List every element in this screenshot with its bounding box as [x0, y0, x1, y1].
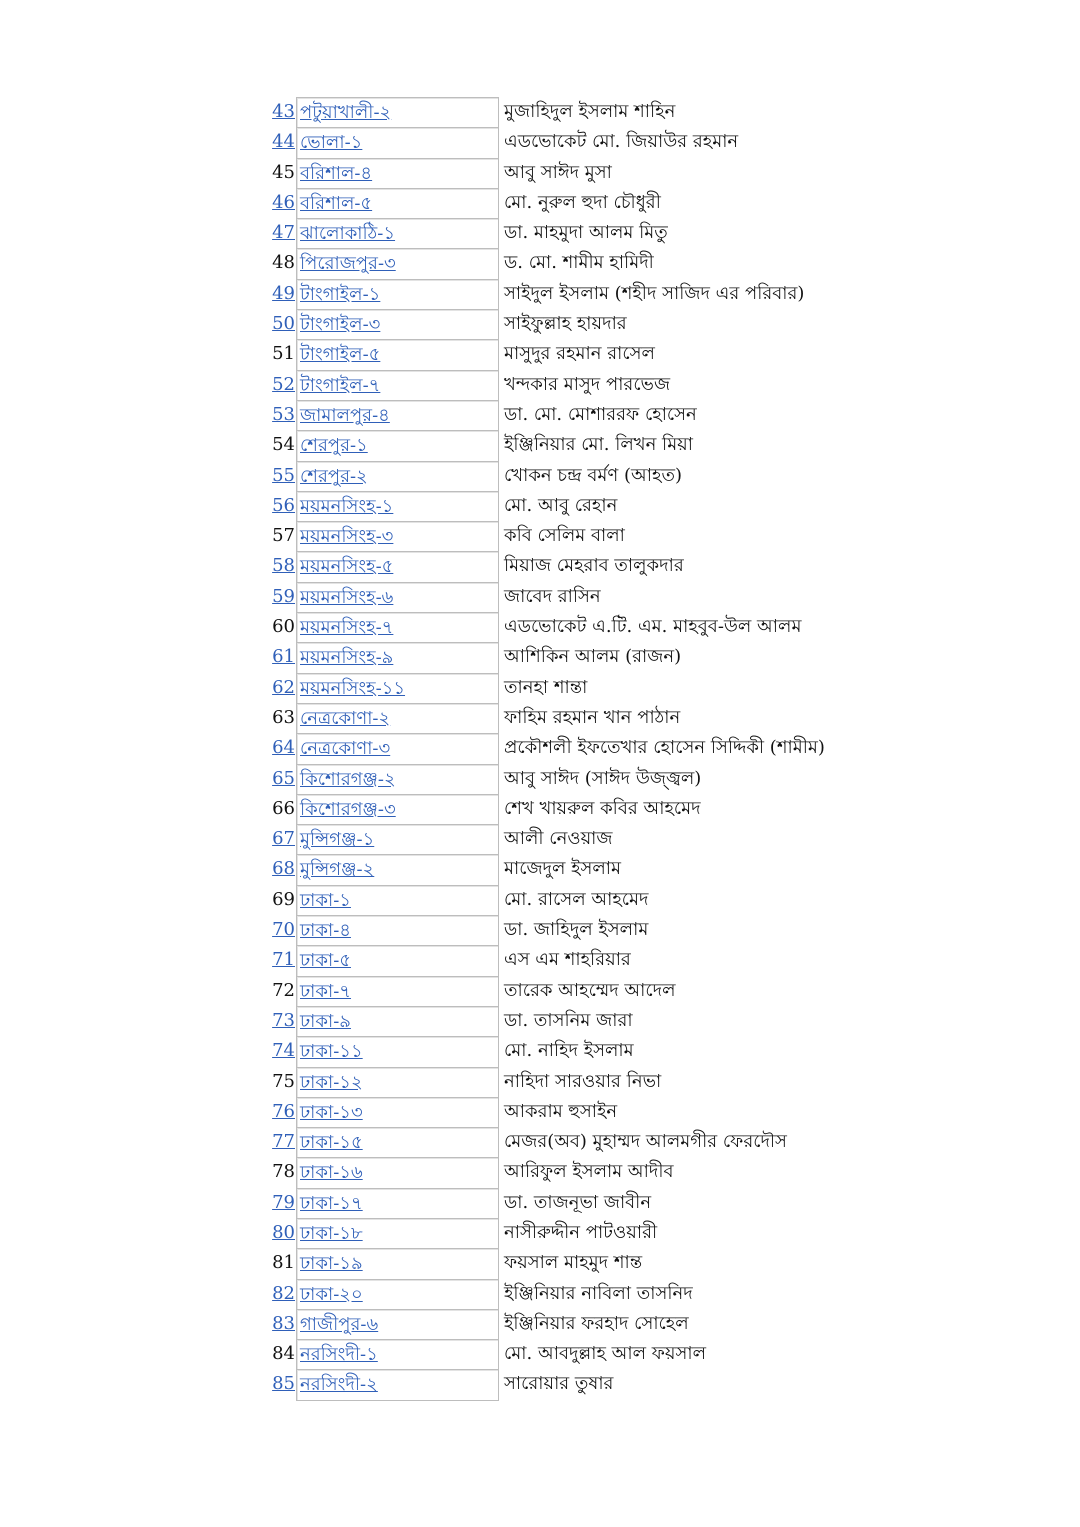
table-row: [262, 976, 962, 1006]
constituency-link[interactable]: ঢাকা-৯: [300, 1010, 351, 1032]
row-number: 81: [272, 1252, 295, 1274]
constituency-link[interactable]: ময়মনসিংহ-৭: [300, 617, 394, 639]
candidate-name: মো. আবদুল্লাহ আল ফয়সাল: [504, 1343, 707, 1365]
constituency-link[interactable]: ঝালোকাঠি-১: [300, 223, 396, 245]
table-row: [262, 582, 962, 612]
row-number-link[interactable]: 47: [272, 222, 295, 244]
candidate-name: সাইফুল্লাহ হায়দার: [504, 313, 627, 335]
row-number-link[interactable]: 62: [272, 676, 295, 698]
constituency-link[interactable]: ঢাকা-১: [300, 889, 351, 911]
constituency-link[interactable]: ঢাকা-১৮: [300, 1222, 363, 1244]
table-row: [262, 824, 962, 854]
candidate-name: মো. রাসেল আহমেদ: [504, 888, 649, 910]
row-number: 75: [272, 1070, 295, 1092]
candidate-name: তানহা শান্তা: [504, 676, 588, 698]
row-number-link[interactable]: 49: [272, 282, 295, 304]
constituency-cell: [296, 1309, 499, 1339]
table-row: [262, 279, 962, 309]
constituency-cell: [296, 673, 499, 703]
constituency-link[interactable]: নরসিংদী-১: [300, 1344, 378, 1366]
constituency-cell: [296, 582, 499, 612]
constituency-link[interactable]: গাজীপুর-৬: [300, 1313, 379, 1335]
constituency-link[interactable]: ঢাকা-৪: [300, 920, 351, 942]
table-row: [262, 1097, 962, 1127]
constituency-link[interactable]: জামালপুর-৪: [300, 404, 390, 426]
candidate-name: ইঞ্জিনিয়ার মো. লিখন মিয়া: [504, 434, 694, 456]
constituency-cell: [296, 915, 499, 945]
row-number-link[interactable]: 77: [272, 1131, 295, 1153]
constituency-cell: [296, 733, 499, 763]
candidate-name: এডভোকেট এ.টি. এম. মাহবুব-উল আলম: [504, 616, 802, 638]
row-number: 48: [272, 252, 295, 274]
constituency-cell: [296, 339, 499, 369]
candidate-name: শেখ খায়রুল কবির আহমেদ: [504, 797, 701, 819]
candidate-name: খোকন চন্দ্র বর্মণ (আহত): [504, 464, 683, 486]
constituency-cell: [296, 1369, 499, 1400]
table-row: [262, 309, 962, 339]
candidate-name: ডা. জাহিদুল ইসলাম: [504, 919, 649, 941]
candidate-name: মেজর(অব) মুহাম্মদ আলমগীর ফেরদৌস: [504, 1131, 787, 1153]
table-row: [262, 218, 962, 248]
constituency-cell: [296, 1036, 499, 1066]
constituency-cell: [296, 491, 499, 521]
candidate-name: তারেক আহম্মেদ আদেল: [504, 979, 676, 1001]
constituency-cell: [296, 976, 499, 1006]
row-number-link[interactable]: 74: [272, 1040, 295, 1062]
constituency-cell: [296, 1006, 499, 1036]
candidate-name: আশিকিন আলম (রাজন): [504, 646, 682, 668]
table-row: [262, 1006, 962, 1036]
candidate-name: খন্দকার মাসুদ পারভেজ: [504, 373, 671, 395]
table-row: [262, 1067, 962, 1097]
row-number-link[interactable]: 59: [272, 585, 295, 607]
constituency-cell: [296, 1157, 499, 1187]
constituency-link[interactable]: ভোলা-১: [300, 132, 363, 154]
row-number-link[interactable]: 68: [272, 858, 295, 880]
candidate-name: জাবেদ রাসিন: [504, 585, 601, 607]
constituency-link[interactable]: মুন্সিগঞ্জ-১: [300, 829, 375, 851]
row-number: 51: [272, 343, 295, 365]
candidate-name: ফাহিম রহমান খান পাঠান: [504, 706, 681, 728]
row-number-link[interactable]: 55: [272, 464, 295, 486]
table-row: [262, 1188, 962, 1218]
row-number: 66: [272, 797, 295, 819]
constituency-link[interactable]: ঢাকা-১৩: [300, 1101, 363, 1123]
constituency-link[interactable]: টাংগাইল-৭: [300, 374, 381, 396]
row-number-link[interactable]: 85: [272, 1373, 295, 1395]
table-row: [262, 1127, 962, 1157]
constituency-link[interactable]: পটুয়াখালী-২: [300, 102, 392, 123]
candidate-name: কবি সেলিম বালা: [504, 525, 625, 547]
table-row: [262, 370, 962, 400]
constituency-cell: [296, 1097, 499, 1127]
row-number-link[interactable]: 64: [272, 737, 295, 759]
row-number-link[interactable]: 52: [272, 373, 295, 395]
constituency-cell: [296, 279, 499, 309]
constituency-cell: [296, 370, 499, 400]
constituency-cell: [296, 764, 499, 794]
constituency-link[interactable]: ময়মনসিংহ-৩: [300, 526, 394, 548]
constituency-cell: [296, 885, 499, 915]
row-number-link[interactable]: 83: [272, 1312, 295, 1334]
row-number: 54: [272, 434, 295, 456]
table-row: [262, 521, 962, 551]
row-number-link[interactable]: 65: [272, 767, 295, 789]
constituency-link[interactable]: ঢাকা-১৫: [300, 1132, 363, 1154]
candidate-name: প্রকৌশলী ইফতেখার হোসেন সিদ্দিকী (শামীম): [504, 737, 825, 759]
constituency-cell: [296, 1248, 499, 1278]
row-number-link[interactable]: 44: [272, 131, 295, 153]
row-number-link[interactable]: 56: [272, 494, 295, 516]
table-row: [262, 551, 962, 581]
candidate-name: মিয়াজ মেহরাব তালুকদার: [504, 555, 684, 577]
constituency-cell: [296, 1218, 499, 1248]
constituency-link[interactable]: ময়মনসিংহ-৫: [300, 556, 394, 578]
candidate-name: মাজেদুল ইসলাম: [504, 858, 622, 880]
constituency-link[interactable]: ঢাকা-২০: [300, 1283, 363, 1305]
row-number: 69: [272, 888, 295, 910]
candidate-name: ডা. তাসনিম জারা: [504, 1009, 633, 1031]
table-row: [262, 491, 962, 521]
constituency-cell: [296, 551, 499, 581]
constituency-cell: [296, 642, 499, 672]
row-number-link[interactable]: 76: [272, 1100, 295, 1122]
row-number-link[interactable]: 58: [272, 555, 295, 577]
constituency-link[interactable]: ময়মনসিংহ-৬: [300, 586, 394, 608]
constituency-cell: [296, 248, 499, 278]
table-row: [262, 1369, 962, 1399]
constituency-link[interactable]: টাংগাইল-৩: [300, 314, 381, 336]
candidate-name: ডা. তাজনূভা জাবীন: [504, 1191, 652, 1213]
table-row: [262, 1248, 962, 1278]
constituency-cell: [296, 461, 499, 491]
candidate-name: নাসীরুদ্দীন পাটওয়ারী: [504, 1221, 658, 1243]
candidate-name: মুজাহিদুল ইসলাম শাহিন: [504, 101, 676, 122]
candidate-name: মো. নুরুল হুদা চৌধুরী: [504, 191, 661, 213]
candidate-name: মো. নাহিদ ইসলাম: [504, 1040, 634, 1062]
table-row: [262, 1279, 962, 1309]
row-number-link[interactable]: 67: [272, 828, 295, 850]
constituency-link[interactable]: কিশোরগঞ্জ-৩: [300, 798, 396, 820]
candidate-name: আলী নেওয়াজ: [504, 828, 613, 850]
table-row: [262, 97, 962, 127]
row-number: 57: [272, 525, 295, 547]
row-number-link[interactable]: 46: [272, 191, 295, 213]
constituency-link[interactable]: ঢাকা-৫: [300, 950, 351, 972]
constituency-cell: [296, 97, 499, 127]
constituency-cell: [296, 309, 499, 339]
table-row: [262, 430, 962, 460]
constituency-cell: [296, 1279, 499, 1309]
row-number-link[interactable]: 82: [272, 1282, 295, 1304]
constituency-cell: [296, 188, 499, 218]
constituency-cell: [296, 400, 499, 430]
table-row: [262, 1218, 962, 1248]
row-number-link[interactable]: 80: [272, 1221, 295, 1243]
constituency-cell: [296, 158, 499, 188]
candidate-name: ইঞ্জিনিয়ার নাবিলা তাসনিদ: [504, 1282, 693, 1304]
constituency-link[interactable]: ময়মনসিংহ-১১: [300, 677, 406, 699]
row-number: 63: [272, 706, 295, 728]
constituency-link[interactable]: টাংগাইল-৫: [300, 344, 381, 366]
constituency-link[interactable]: ঢাকা-১৬: [300, 1162, 363, 1184]
row-number-link[interactable]: 43: [272, 101, 295, 122]
candidate-name: ফয়সাল মাহমুদ শান্ত: [504, 1252, 643, 1274]
constituency-cell: [296, 1127, 499, 1157]
row-number: 78: [272, 1161, 295, 1183]
constituency-cell: [296, 1188, 499, 1218]
constituency-cell: [296, 218, 499, 248]
candidate-name: আরিফুল ইসলাম আদীব: [504, 1161, 674, 1183]
constituency-link[interactable]: ঢাকা-১১: [300, 1041, 363, 1063]
constituency-cell: [296, 703, 499, 733]
table-row: [262, 794, 962, 824]
candidate-name: নাহিদা সারওয়ার নিভা: [504, 1070, 662, 1092]
table-row: [262, 612, 962, 642]
row-number-link[interactable]: 53: [272, 403, 295, 425]
table-row: [262, 854, 962, 884]
candidate-name: ইঞ্জিনিয়ার ফরহাদ সোহেল: [504, 1312, 689, 1334]
table-row: [262, 764, 962, 794]
constituency-link[interactable]: নেত্রকোণা-৩: [300, 738, 391, 760]
row-number: 60: [272, 616, 295, 638]
candidate-name: মো. আবু রেহান: [504, 494, 618, 516]
candidate-name: মাসুদুর রহমান রাসেল: [504, 343, 655, 365]
row-number: 45: [272, 161, 295, 183]
constituency-link[interactable]: বরিশাল-৪: [300, 162, 373, 184]
candidate-name: এস এম শাহরিয়ার: [504, 949, 631, 971]
candidate-name: ডা. মাহমুদা আলম মিতু: [504, 222, 668, 244]
constituency-cell: [296, 1339, 499, 1369]
constituency-cell: [296, 430, 499, 460]
table-row: [262, 400, 962, 430]
candidate-name: ডা. মো. মোশাররফ হোসেন: [504, 403, 697, 425]
table-row: [262, 1036, 962, 1066]
constituency-link[interactable]: পিরোজপুর-৩: [300, 253, 396, 275]
table-row: [262, 885, 962, 915]
table-row: [262, 703, 962, 733]
table-row: [262, 642, 962, 672]
row-number-link[interactable]: 79: [272, 1191, 295, 1213]
candidate-table: [262, 97, 962, 1400]
candidate-name: সাইদুল ইসলাম (শহীদ সাজিদ এর পরিবার): [504, 282, 805, 304]
row-number-link[interactable]: 71: [272, 949, 295, 971]
constituency-link[interactable]: শেরপুর-১: [300, 435, 368, 457]
constituency-cell: [296, 824, 499, 854]
constituency-link[interactable]: শেরপুর-২: [300, 465, 368, 487]
constituency-link[interactable]: কিশোরগঞ্জ-২: [300, 768, 396, 790]
candidate-name: আবু সাঈদ (সাঈদ উজ্জ্বল): [504, 767, 702, 789]
constituency-link[interactable]: নেত্রকোণা-২: [300, 707, 391, 729]
table-row: [262, 1339, 962, 1369]
table-row: [262, 673, 962, 703]
constituency-link[interactable]: ময়মনসিংহ-১: [300, 495, 394, 517]
table-row: [262, 1157, 962, 1187]
constituency-cell: [296, 521, 499, 551]
constituency-link[interactable]: বরিশাল-৫: [300, 192, 373, 214]
table-row: [262, 339, 962, 369]
table-row: [262, 1309, 962, 1339]
table-row: [262, 945, 962, 975]
candidate-name: আবু সাঈদ মুসা: [504, 161, 612, 183]
constituency-link[interactable]: ঢাকা-৭: [300, 980, 352, 1002]
table-row: [262, 733, 962, 763]
table-row: [262, 188, 962, 218]
constituency-link[interactable]: টাংগাইল-১: [300, 283, 381, 305]
constituency-link[interactable]: ঢাকা-১৯: [300, 1253, 363, 1275]
row-number: 72: [272, 979, 295, 1001]
candidate-name: ড. মো. শামীম হামিদী: [504, 252, 654, 274]
constituency-link[interactable]: ঢাকা-১২: [300, 1071, 363, 1093]
table-row: [262, 461, 962, 491]
table-row: [262, 248, 962, 278]
row-number: 84: [272, 1343, 295, 1365]
constituency-cell: [296, 854, 499, 884]
table-row: [262, 915, 962, 945]
table-row: [262, 127, 962, 157]
constituency-link[interactable]: নরসিংদী-২: [300, 1374, 378, 1396]
constituency-cell: [296, 612, 499, 642]
row-number-link[interactable]: 73: [272, 1009, 295, 1031]
row-number-link[interactable]: 70: [272, 919, 295, 941]
constituency-cell: [296, 794, 499, 824]
row-number-link[interactable]: 61: [272, 646, 295, 668]
table-row: [262, 158, 962, 188]
constituency-link[interactable]: ঢাকা-১৭: [300, 1192, 363, 1214]
candidate-name: আকরাম হুসাইন: [504, 1100, 618, 1122]
row-number-link[interactable]: 50: [272, 313, 295, 335]
candidate-name: সারোয়ার তুষার: [504, 1373, 614, 1395]
candidate-name: এডভোকেট মো. জিয়াউর রহমান: [504, 131, 739, 153]
constituency-cell: [296, 1067, 499, 1097]
constituency-cell: [296, 945, 499, 975]
constituency-cell: [296, 127, 499, 157]
constituency-link[interactable]: ময়মনসিংহ-৯: [300, 647, 394, 669]
constituency-link[interactable]: মুন্সিগঞ্জ-২: [300, 859, 375, 881]
